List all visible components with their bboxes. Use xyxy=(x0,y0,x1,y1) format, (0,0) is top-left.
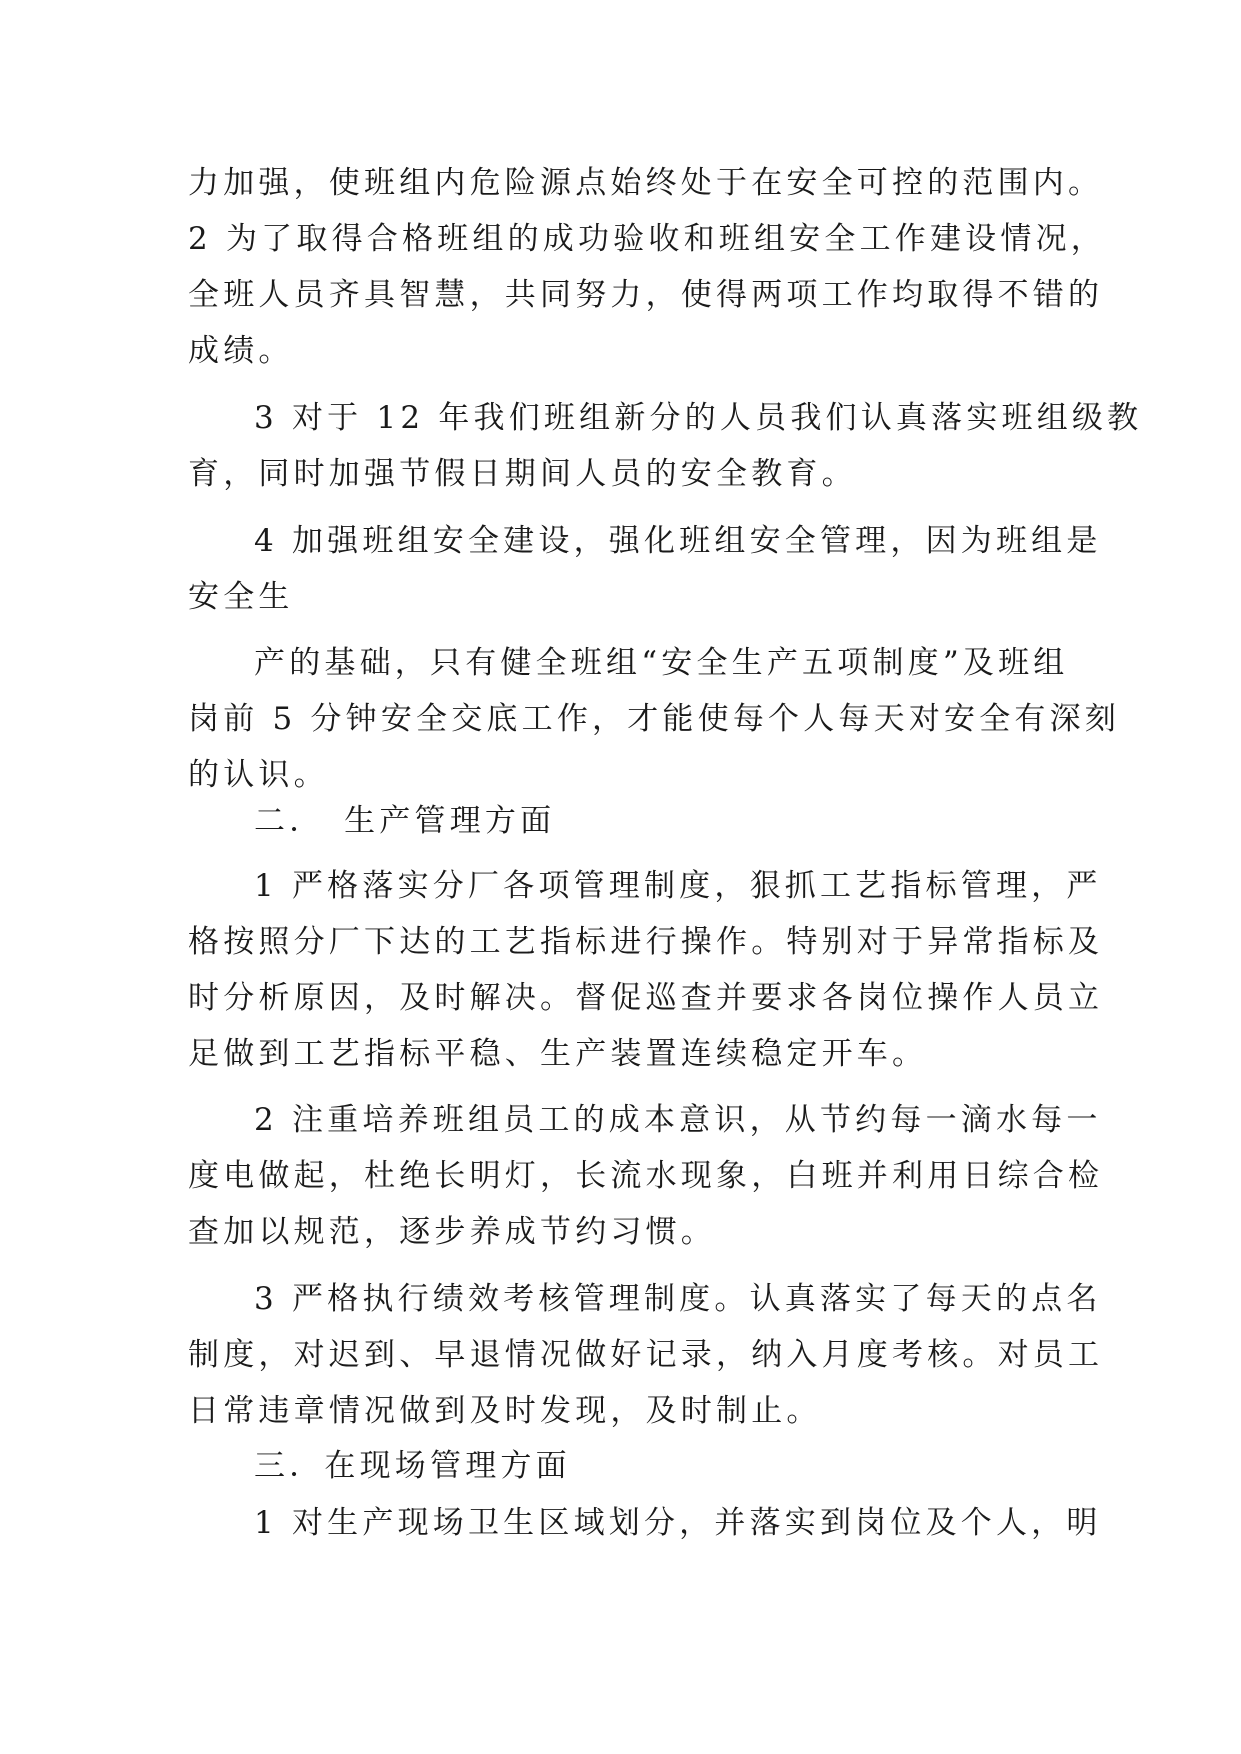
section-heading: 三．在现场管理方面 xyxy=(254,1448,571,1484)
text-line: 3 严格执行绩效考核管理制度。认真落实了每天的点名 xyxy=(254,1281,1102,1317)
text-line: 2 注重培养班组员工的成本意识，从节约每一滴水每一 xyxy=(254,1102,1102,1138)
text-line: 的认识。 xyxy=(188,757,329,793)
section-heading: 二． 生产管理方面 xyxy=(254,803,556,839)
text-line: 制度，对迟到、早退情况做好记录，纳入月度考核。对员工 xyxy=(188,1337,1104,1373)
text-line: 产的基础，只有健全班组“安全生产五项制度”及班组 xyxy=(254,645,1069,681)
text-line: 4 加强班组安全建设，强化班组安全管理，因为班组是 xyxy=(254,523,1102,559)
text-line: 2 为了取得合格班组的成功验收和班组安全工作建设情况， xyxy=(188,221,1106,257)
text-line: 1 严格落实分厂各项管理制度，狠抓工艺指标管理，严 xyxy=(254,868,1102,904)
text-line: 1 对生产现场卫生区域划分，并落实到岗位及个人，明 xyxy=(254,1505,1102,1541)
text-line: 安全生 xyxy=(188,579,294,615)
text-line: 力加强，使班组内危险源点始终处于在安全可控的范围内。 xyxy=(188,165,1104,201)
text-line: 时分析原因，及时解决。督促巡查并要求各岗位操作人员立 xyxy=(188,980,1104,1016)
text-line: 格按照分厂下达的工艺指标进行操作。特别对于异常指标及 xyxy=(188,924,1104,960)
text-line: 岗前 5 分钟安全交底工作，才能使每个人每天对安全有深刻 xyxy=(188,701,1121,737)
text-line: 查加以规范，逐步养成节约习惯。 xyxy=(188,1214,716,1250)
text-line: 成绩。 xyxy=(188,333,294,369)
text-line: 全班人员齐具智慧，共同努力，使得两项工作均取得不错的 xyxy=(188,277,1104,313)
text-line: 足做到工艺指标平稳、生产装置连续稳定开车。 xyxy=(188,1036,928,1072)
text-line: 3 对于 12 年我们班组新分的人员我们认真落实班组级教 xyxy=(254,400,1143,436)
text-line: 度电做起，杜绝长明灯，长流水现象，白班并利用日综合检 xyxy=(188,1158,1104,1194)
text-line: 日常违章情况做到及时发现，及时制止。 xyxy=(188,1393,822,1429)
text-line: 育，同时加强节假日期间人员的安全教育。 xyxy=(188,456,857,492)
